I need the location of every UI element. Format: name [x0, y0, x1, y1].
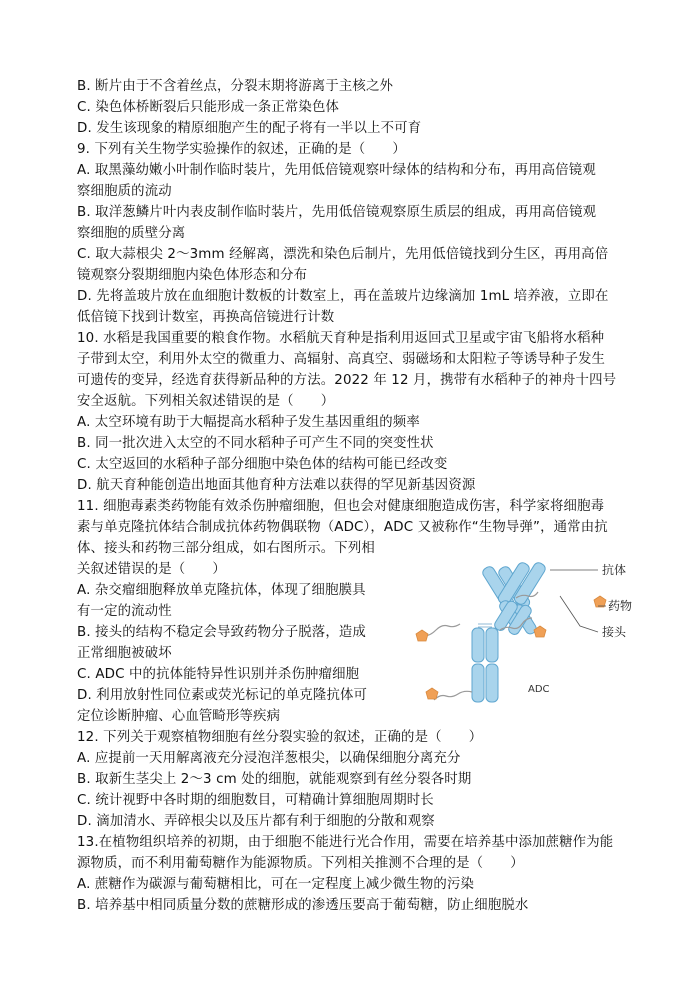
question-9-stem: 9. 下列有关生物学实验操作的叙述，正确的是（ ） [77, 142, 406, 157]
label-drug: 药物 [608, 599, 633, 613]
text-line: 体、接头和药物三部分组成，如右图所示。下列相 [77, 541, 375, 556]
text-line: B. 培养基中相同质量分数的蔗糖形成的渗透压要高于葡萄糖，防止细胞脱水 [77, 898, 529, 913]
text-line: 定位诊断肿瘤、心血管畸形等疾病 [77, 709, 281, 724]
text-line: D. 航天育种能创造出地面其他育种方法难以获得的罕见新基因资源 [77, 478, 476, 493]
text-line: 素与单克隆抗体结合制成抗体药物偶联物（ADC），ADC 又被称作“生物导弹”，通常由抗 [77, 520, 608, 535]
text-line: A. 太空环境有助于大幅提高水稻种子发生基因重组的频率 [77, 415, 420, 430]
text-line: 镜观察分裂期细胞内染色体形态和分布 [77, 268, 308, 283]
text-line: 正常细胞被破坏 [77, 646, 172, 661]
text-line: B. 断片由于不含着丝点，分裂末期将游离于主核之外 [77, 79, 394, 94]
text-line: C. 取大蒜根尖 2～3mm 经解离，漂洗和染色后制片，先用低倍镜找到分生区，再用高倍 [77, 247, 609, 262]
text-line: B. 同一批次进入太空的不同水稻种子可产生不同的突变性状 [77, 436, 434, 451]
text-line: D. 先将盖玻片放在血细胞计数板的计数室上，再在盖玻片边缘滴加 1mL 培养液，立即在 [77, 289, 609, 304]
question-13-stem: 13.在植物组织培养的初期，由于细胞不能进行光合作用，需要在培养基中添加蔗糖作为能 [77, 835, 614, 850]
text-line: 可遗传的变异，经选育获得新品种的方法。2022 年 12 月，携带有水稻种子的神舟十四号 [77, 373, 617, 388]
question-11-stem: 11. 细胞毒素类药物能有效杀伤肿瘤细胞，但也会对健康细胞造成伤害，科学家将细胞毒 [77, 499, 605, 514]
text-line: 安全返航。下列相关叙述错误的是（ ） [77, 394, 335, 409]
text-line: B. 取新生茎尖上 2～3 cm 处的细胞，就能观察到有丝分裂各时期 [77, 772, 472, 787]
text-line: 察细胞质的流动 [77, 184, 172, 199]
label-antibody: 抗体 [602, 563, 627, 577]
text-line: C. 统计视野中各时期的细胞数目，可精确计算细胞周期时长 [77, 793, 434, 808]
text-line: D. 发生该现象的精原细胞产生的配子将有一半以上不可育 [77, 121, 422, 136]
text-line: 有一定的流动性 [77, 604, 172, 619]
text-line: A. 取黑藻幼嫩小叶制作临时装片，先用低倍镜观察叶绿体的结构和分布，再用高倍镜观 [77, 163, 596, 178]
text-line: D. 滴加清水、弄碎根尖以及压片都有利于细胞的分散和观察 [77, 814, 435, 829]
text-line: A. 应提前一天用解离液充分浸泡洋葱根尖，以确保细胞分离充分 [77, 751, 461, 766]
text-line: A. 蔗糖作为碳源与葡萄糖相比，可在一定程度上减少微生物的污染 [77, 877, 475, 892]
adc-figure [400, 552, 650, 712]
text-line: 关叙述错误的是（ ） [77, 562, 226, 577]
label-linker: 接头 [602, 625, 627, 639]
figure-caption: ADC [528, 684, 550, 695]
text-line: B. 取洋葱鳞片叶内表皮制作临时装片，先用低倍镜观察原生质层的组成，再用高倍镜观 [77, 205, 597, 220]
text-line: D. 利用放射性同位素或荧光标记的单克隆抗体可 [77, 688, 368, 703]
text-line: B. 接头的结构不稳定会导致药物分子脱落，造成 [77, 625, 366, 640]
hinge-lines [478, 624, 492, 627]
text-line: 源物质，而不利用葡萄糖作为能源物质。下列相关推测不合理的是（ ） [77, 856, 524, 871]
text-line: C. 太空返回的水稻种子部分细胞中染色体的结构可能已经改变 [77, 457, 448, 472]
question-10-stem: 10. 水稻是我国重要的粮食作物。水稻航天育种是指利用返回式卫星或宇宙飞船将水稻种 [77, 331, 605, 346]
question-12-stem: 12. 下列关于观察植物细胞有丝分裂实验的叙述，正确的是（ ） [77, 730, 483, 745]
text-line: 低倍镜下找到计数室，再换高倍镜进行计数 [77, 310, 335, 325]
text-line: C. 染色体桥断裂后只能形成一条正常染色体 [77, 100, 340, 115]
text-line: 察细胞的质壁分离 [77, 226, 186, 241]
text-line: C. ADC 中的抗体能特异性识别并杀伤肿瘤细胞 [77, 667, 360, 682]
text-line: A. 杂交瘤细胞释放单克隆抗体，体现了细胞膜具 [77, 583, 366, 598]
text-line: 子带到太空，利用外太空的微重力、高辐射、高真空、弱磁场和太阳粒子等诱导种子发生 [77, 352, 606, 367]
